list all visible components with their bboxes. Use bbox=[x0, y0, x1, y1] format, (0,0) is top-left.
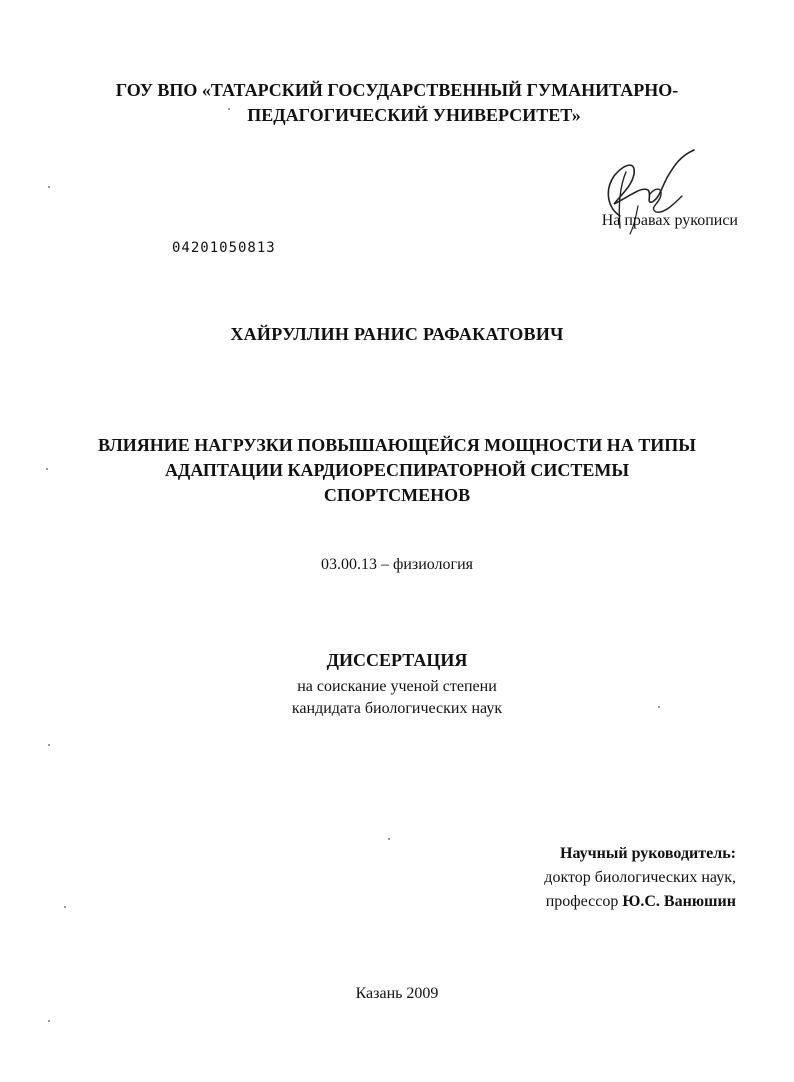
scan-speck bbox=[48, 744, 50, 746]
city-year: Казань 2009 bbox=[355, 985, 439, 1002]
scan-speck bbox=[228, 108, 230, 110]
supervisor-title-name bbox=[544, 890, 736, 914]
scan-speck bbox=[388, 838, 390, 840]
scan-speck bbox=[48, 1020, 50, 1022]
title-line-2: АДАПТАЦИИ КАРДИОРЕСПИРАТОРНОЙ СИСТЕМЫ bbox=[164, 460, 630, 480]
dissertation-type: ДИССЕРТАЦИЯ bbox=[326, 650, 468, 670]
manuscript-note: На правах рукописи bbox=[601, 212, 738, 229]
degree-line-1: на соискание ученой степени bbox=[297, 678, 497, 695]
author-name: ХАЙРУЛЛИН РАНИС РАФАКАТОВИЧ bbox=[230, 324, 564, 344]
dissertation-title bbox=[0, 433, 794, 508]
specialty-code: 03.00.13 – физиология bbox=[320, 556, 474, 573]
scan-speck bbox=[48, 186, 50, 188]
scan-speck bbox=[64, 906, 66, 908]
organization-line-2: ПЕДАГОГИЧЕСКИЙ УНИВЕРСИТЕТ» bbox=[247, 105, 581, 125]
supervisor-name: Ю.С. Ванюшин bbox=[622, 893, 736, 910]
registration-number: 04201050813 bbox=[172, 240, 276, 256]
supervisor-block bbox=[544, 842, 736, 914]
scan-speck bbox=[658, 706, 660, 708]
organization-name bbox=[0, 78, 794, 128]
supervisor-heading: Научный руководитель: bbox=[560, 845, 736, 862]
supervisor-degree: доктор биологических наук, bbox=[544, 869, 736, 886]
organization-line-1: ГОУ ВПО «ТАТАРСКИЙ ГОСУДАРСТВЕННЫЙ ГУМАНИТАРНО- bbox=[115, 80, 679, 100]
title-line-3: СПОРТСМЕНОВ bbox=[323, 485, 471, 505]
supervisor-title: профессор bbox=[545, 893, 619, 910]
scan-speck bbox=[46, 468, 48, 470]
title-line-1: ВЛИЯНИЕ НАГРУЗКИ ПОВЫШАЮЩЕЙСЯ МОЩНОСТИ НА ТИПЫ bbox=[98, 435, 696, 455]
degree-description bbox=[0, 676, 794, 720]
degree-line-2: кандидата биологических наук bbox=[291, 700, 503, 717]
